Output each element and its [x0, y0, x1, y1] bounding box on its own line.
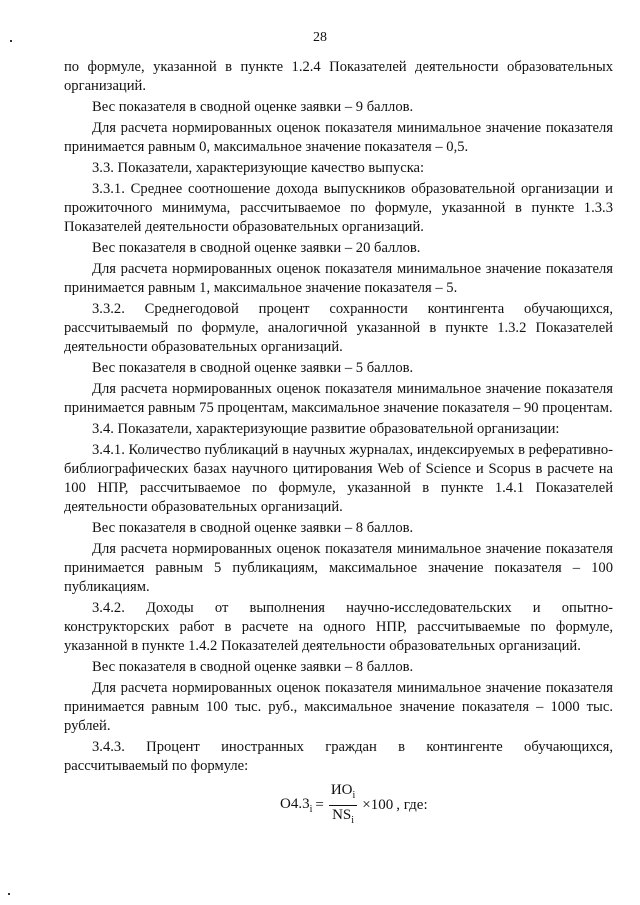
formula-lhs: $O4.3_i$	[280, 796, 313, 815]
paragraph: Для расчета нормированных оценок показателя минимальное значение показателя принимается равным 1, максимальное значение показателя – 5.	[64, 261, 613, 296]
paragraph: 3.3.1. Среднее соотношение дохода выпускников образовательной организации и прожиточного минимума, рассчитываемое по формуле, указанной в пункте 1.3.3 Показателей деятельности образовательных организаций.	[64, 181, 613, 235]
paragraph: Для расчета нормированных оценок показателя минимальное значение показателя принимается равным 0, максимальное значение показателя – 0,5.	[64, 120, 613, 155]
paragraph: Вес показателя в сводной оценке заявки – 20 баллов.	[92, 240, 421, 256]
paragraph: Для расчета нормированных оценок показателя минимальное значение показателя принимается равным 75 процентам, максимальное значение показателя – 90 процентам.	[64, 381, 613, 416]
section-heading: 3.3. Показатели, характеризующие качество выпуска:	[92, 160, 425, 176]
formula-suffix: , где:	[396, 797, 428, 813]
document-body	[64, 58, 613, 778]
paragraph: 3.4.2. Доходы от выполнения научно-исследовательских и опытно-конструкторских работ в расчете на одного НПР, рассчитываемые по формуле, указанной в пункте 1.4.2 Показателей деятельности образовательных организаций.	[64, 600, 613, 654]
formula-fraction	[329, 782, 357, 829]
scan-speck	[8, 893, 10, 895]
scan-speck	[10, 40, 12, 42]
paragraph: Для расчета нормированных оценок показателя минимальное значение показателя принимается равным 5 публикациям, максимальное значение показателя – 100 публикациям.	[64, 541, 613, 595]
paragraph: 3.3.2. Среднегодовой процент сохранности контингента обучающихся, рассчитываемый по формуле, аналогичной указанной в пункте 1.3.2 Показателей деятельности образовательных организаций.	[64, 301, 613, 355]
paragraph: 3.4.1. Количество публикаций в научных журналах, индексируемых в реферативно-библиографических базах научного цитирования Web of Science и Scopus в расчете на 100 НПР, рассчитываемое по формуле, указанной в пункте 1.4.1 Показателей деятельности образовательных организаций.	[64, 442, 613, 515]
formula-equals: =	[315, 797, 324, 813]
paragraph: Вес показателя в сводной оценке заявки – 5 баллов.	[92, 360, 414, 376]
paragraph: Вес показателя в сводной оценке заявки – 8 баллов.	[92, 659, 414, 675]
section-heading: 3.4. Показатели, характеризующие развитие образовательной организации:	[92, 421, 560, 437]
formula-denominator: $NS_i$	[332, 807, 355, 826]
formula-numerator: $ИО_i$	[329, 782, 357, 806]
paragraph: Вес показателя в сводной оценке заявки – 9 баллов.	[92, 99, 414, 115]
page-number: 28	[313, 30, 327, 45]
paragraph: Вес показателя в сводной оценке заявки – 8 баллов.	[92, 520, 414, 536]
paragraph: 3.4.3. Процент иностранных граждан в контингенте обучающихся, рассчитываемый по формуле:	[64, 739, 613, 774]
formula	[280, 782, 428, 829]
paragraph: Для расчета нормированных оценок показателя минимальное значение показателя принимается равным 100 тыс. руб., максимальное значение показателя – 1000 тыс. рублей.	[64, 680, 613, 734]
formula-multiplier: ×100	[362, 797, 394, 813]
paragraph: по формуле, указанной в пункте 1.2.4 Показателей деятельности образовательных организаций.	[64, 59, 613, 94]
